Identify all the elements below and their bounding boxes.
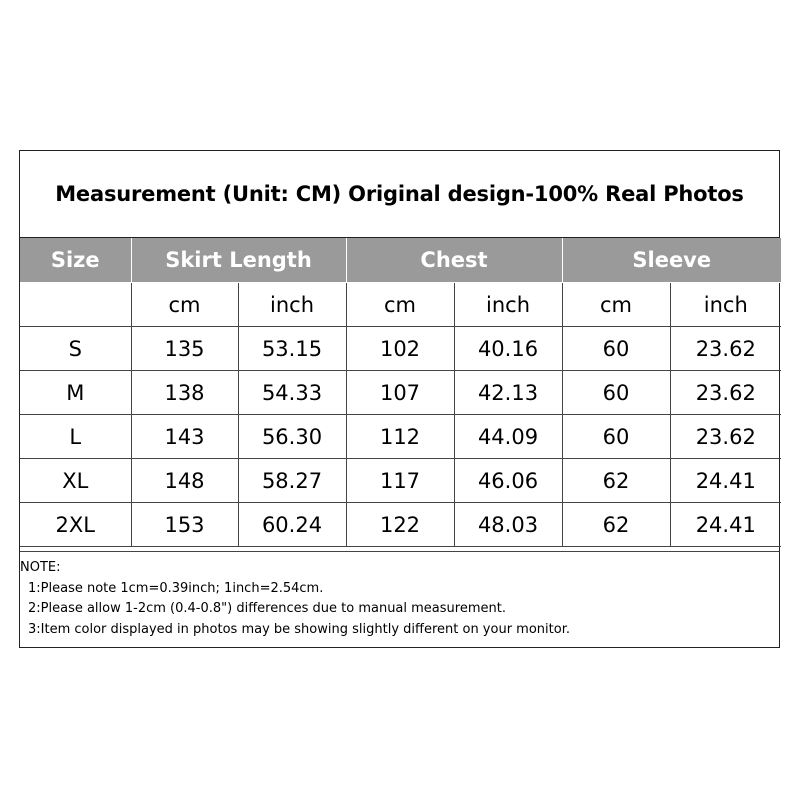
- unit-cell: inch: [238, 283, 346, 327]
- sleeve-cm-cell: 62: [562, 459, 670, 503]
- size-cell: XL: [20, 459, 131, 503]
- unit-cell: cm: [131, 283, 238, 327]
- skirt-inch-cell: 53.15: [238, 327, 346, 371]
- sleeve-inch-cell: 23.62: [670, 415, 781, 459]
- chest-inch-cell: 42.13: [454, 371, 562, 415]
- table-row: [20, 503, 781, 547]
- sleeve-inch-cell: 23.62: [670, 327, 781, 371]
- header-skirt-length: Skirt Length: [131, 238, 346, 283]
- skirt-cm-cell: 143: [131, 415, 238, 459]
- chest-cm-cell: 117: [346, 459, 454, 503]
- skirt-cm-cell: 138: [131, 371, 238, 415]
- size-table: [20, 238, 781, 547]
- note-line: 2:Please allow 1-2cm (0.4-0.8") differences due to manual measurement.: [28, 601, 506, 616]
- table-header-row: [20, 238, 781, 283]
- unit-cell: cm: [562, 283, 670, 327]
- chest-inch-cell: 48.03: [454, 503, 562, 547]
- chest-cm-cell: 122: [346, 503, 454, 547]
- header-chest: Chest: [346, 238, 562, 283]
- chest-cm-cell: 107: [346, 371, 454, 415]
- size-cell: 2XL: [20, 503, 131, 547]
- unit-cell-empty: [20, 283, 131, 327]
- skirt-inch-cell: 60.24: [238, 503, 346, 547]
- notes-section: [20, 551, 779, 640]
- table-row: [20, 415, 781, 459]
- size-chart: [19, 150, 780, 648]
- sleeve-cm-cell: 60: [562, 327, 670, 371]
- table-row: [20, 371, 781, 415]
- notes-heading: NOTE:: [20, 560, 61, 575]
- sleeve-inch-cell: 24.41: [670, 459, 781, 503]
- skirt-inch-cell: 58.27: [238, 459, 346, 503]
- sleeve-inch-cell: 23.62: [670, 371, 781, 415]
- size-cell: S: [20, 327, 131, 371]
- chest-cm-cell: 112: [346, 415, 454, 459]
- size-cell: L: [20, 415, 131, 459]
- skirt-inch-cell: 54.33: [238, 371, 346, 415]
- chest-inch-cell: 40.16: [454, 327, 562, 371]
- chest-inch-cell: 44.09: [454, 415, 562, 459]
- unit-row: [20, 283, 781, 327]
- unit-cell: cm: [346, 283, 454, 327]
- header-size: Size: [20, 238, 131, 283]
- sleeve-cm-cell: 60: [562, 371, 670, 415]
- unit-cell: inch: [454, 283, 562, 327]
- unit-cell: inch: [670, 283, 781, 327]
- chest-cm-cell: 102: [346, 327, 454, 371]
- skirt-cm-cell: 148: [131, 459, 238, 503]
- chest-inch-cell: 46.06: [454, 459, 562, 503]
- skirt-cm-cell: 153: [131, 503, 238, 547]
- skirt-inch-cell: 56.30: [238, 415, 346, 459]
- skirt-cm-cell: 135: [131, 327, 238, 371]
- header-sleeve: Sleeve: [562, 238, 781, 283]
- note-line: 1:Please note 1cm=0.39inch; 1inch=2.54cm.: [28, 580, 324, 596]
- sleeve-cm-cell: 62: [562, 503, 670, 547]
- table-row: [20, 327, 781, 371]
- table-row: [20, 459, 781, 503]
- sleeve-cm-cell: 60: [562, 415, 670, 459]
- note-line: 3:Item color displayed in photos may be showing slightly different on your monitor.: [28, 621, 570, 637]
- chart-title: Measurement (Unit: CM) Original design-100% Real Photos: [20, 151, 779, 238]
- sleeve-inch-cell: 24.41: [670, 503, 781, 547]
- size-cell: M: [20, 371, 131, 415]
